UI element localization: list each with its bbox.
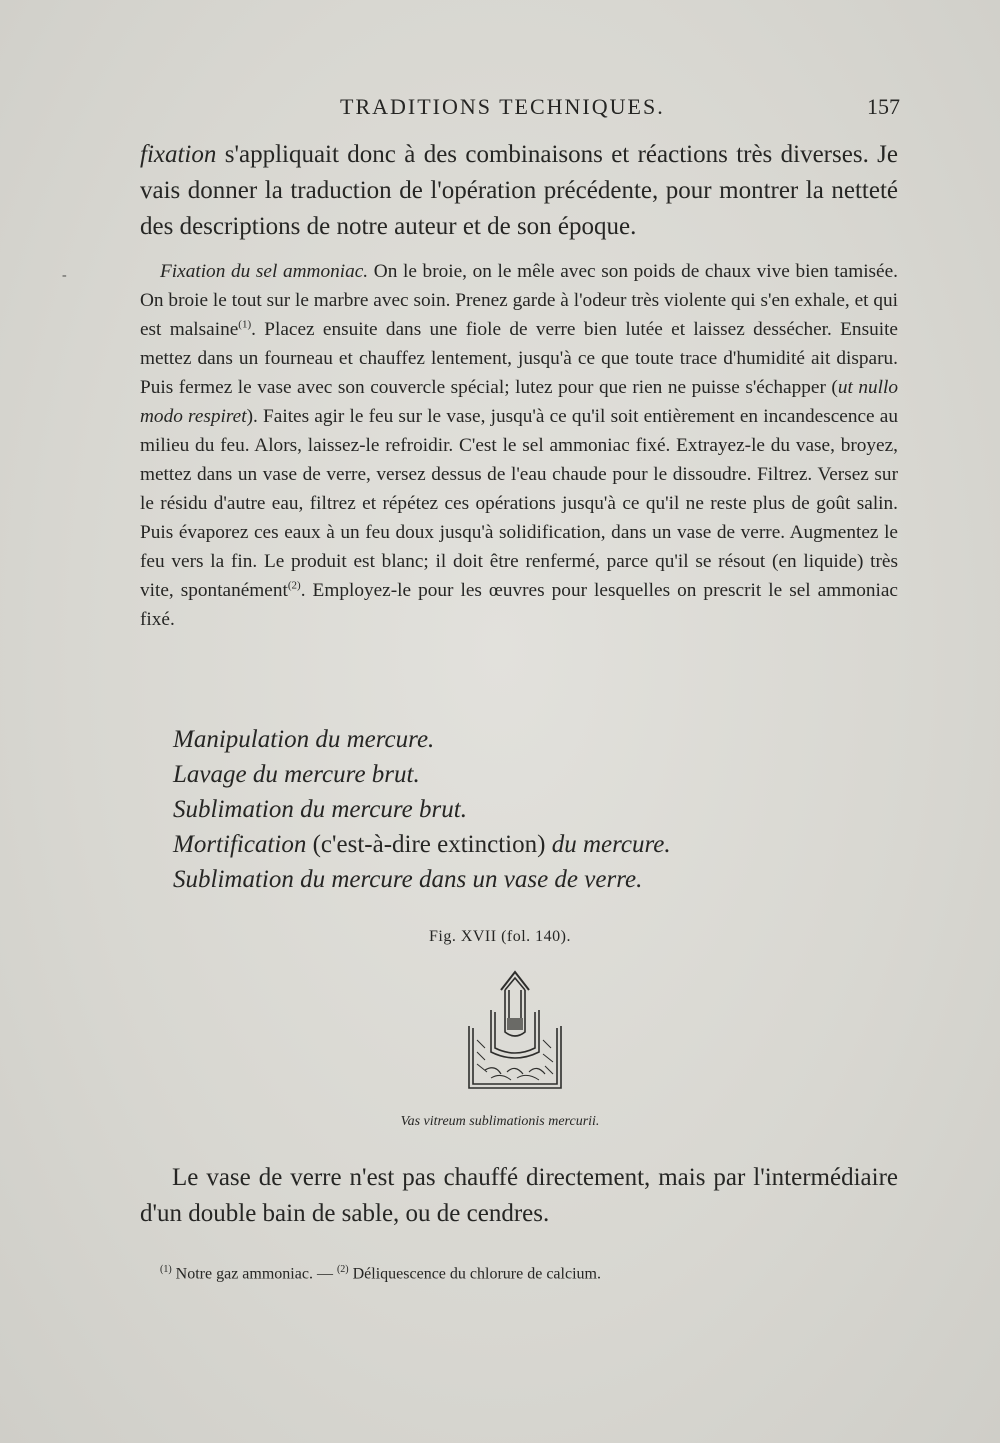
intro-text: s'appliquait donc à des combinaisons et réactions très diverses. Je vais donner la traduction de l'opération précédente, pour montrer la netteté des descriptions de notre auteur et de son époque.: [140, 141, 898, 240]
sand-bath: [491, 1010, 539, 1058]
topic-item: [173, 722, 873, 757]
topic-text: du mercure.: [551, 831, 671, 858]
footnotes: [160, 1264, 900, 1283]
topic-text: Sublimation du mercure dans un vase de verre.: [173, 866, 643, 893]
footnote-ref-2: (2): [287, 579, 301, 592]
vessel-cap: [501, 972, 529, 990]
quoted-part-1: On le broie, on le mêle avec son poids de chaux vive bien tamisée. On broie le tout sur le marbre avec soin. Prenez garde à l'odeur très violente qui s'en exhale, et qui est malsaine: [140, 261, 898, 340]
topic-item: [173, 862, 873, 897]
footnote-text-2: Déliquescence du chlorure de calcium.: [348, 1265, 601, 1283]
closing-paragraph: Le vase de verre n'est pas chauffé directement, mais par l'intermédiaire d'un double bain de sable, ou de cendres.: [140, 1164, 898, 1227]
quoted-translation: [140, 257, 898, 634]
footnote-marker-2: (2): [336, 1264, 349, 1275]
margin-mark: -: [62, 268, 67, 283]
running-title: TRADITIONS TECHNIQUES.: [340, 94, 665, 119]
topic-item: [173, 792, 873, 827]
figure-caption: Fig. XVII (fol. 140).: [428, 928, 572, 945]
topic-item: [173, 757, 873, 792]
footnote-ref-1: (1): [238, 318, 252, 331]
figure-label: Vas vitreum sublimationis mercurii.: [400, 1114, 600, 1129]
quoted-title: Fixation du sel ammoniac.: [160, 261, 369, 282]
topic-text-plain: (c'est-à-dire extinction): [306, 831, 552, 858]
sublimation-vessel-illustration: [455, 960, 575, 1100]
quoted-part-4: . Employez-le pour les œuvres pour lesquelles on prescrit le sel ammoniac fixé.: [140, 580, 898, 630]
quoted-latin: ut nullo modo respiret: [140, 377, 898, 427]
topic-text: Lavage du mercure brut.: [173, 761, 420, 788]
running-head: [140, 94, 900, 128]
quoted-part-2: . Placez ensuite dans une fiole de verre bien lutée et laissez dessécher. Ensuite mettez dans un fourneau et chauffez lentement, jusqu'à ce que toute trace d'humidité ait disparu. Puis fermez le vase avec son couvercle spécial; lutez pour que rien ne puisse s'échapper (: [140, 319, 898, 398]
page-number: 157: [867, 94, 900, 119]
topic-text: Sublimation du mercure brut.: [173, 796, 467, 823]
topic-item: [173, 827, 873, 862]
topic-text: Mortification: [173, 831, 307, 858]
intro-italic-lead: fixation: [140, 141, 217, 168]
quoted-part-3: ). Faites agir le feu sur le vase, jusqu'à ce qu'il soit entièrement en incandescence au milieu du feu. Alors, laissez-le refroidir. C'est le sel ammoniac fixé. Extrayez-le du vase, broyez, mettez dans un vase de verre, versez dessus de l'eau chaude pour le dissoudre. Filtrez. Versez sur le résidu d'autre eau, filtrez et répétez ces opérations jusqu'à ce qu'il ne reste plus de goût salin. Puis évaporez ces eaux à un feu doux jusqu'à solidification, dans un vase de verre. Augmentez le feu vers la fin. Le produit est blanc; il doit être renfermé, parce qu'il se résout (en liquide) très vite, spontanément: [140, 406, 898, 601]
topic-list: [173, 722, 873, 897]
footnote-marker-1: (1): [160, 1264, 172, 1275]
topic-text: Manipulation du mercure.: [173, 726, 435, 753]
intro-paragraph: [140, 137, 898, 245]
footnote-text-1: Notre gaz ammoniac. —: [171, 1265, 337, 1283]
